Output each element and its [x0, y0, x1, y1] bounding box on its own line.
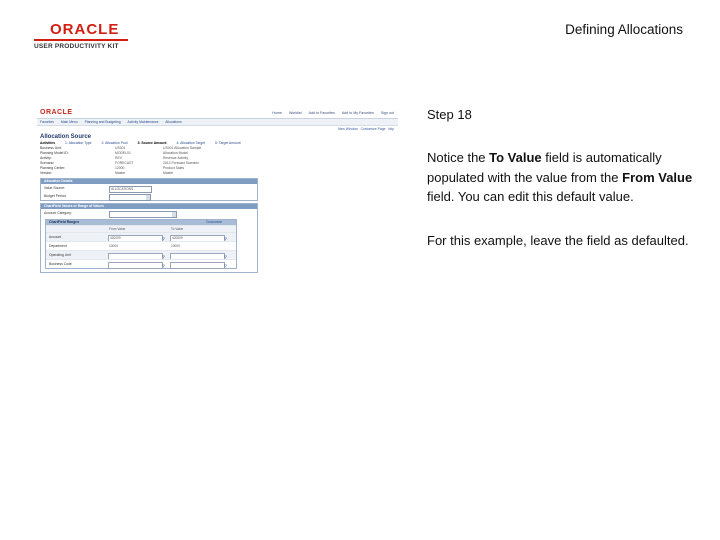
step-allocation-target[interactable]: 4: Allocation Target	[176, 141, 206, 145]
account-category-label: Account Category:	[44, 211, 72, 215]
chartfield-grid	[45, 219, 237, 269]
header-link-add-favorites[interactable]: Add to Favorites	[308, 111, 335, 115]
to-value-input[interactable]	[170, 262, 225, 269]
header-link-worklist[interactable]: Worklist	[288, 111, 302, 115]
breadcrumb	[37, 119, 398, 126]
account-category-row	[41, 209, 257, 217]
step-allocation-type[interactable]: 1: Allocation Type	[65, 141, 92, 145]
new-window-link[interactable]: New Window	[338, 127, 358, 131]
field-name-to-value: To Value	[489, 150, 542, 165]
budget-period-row	[41, 192, 257, 200]
instruction-part: Notice the	[427, 150, 490, 165]
grid-title: ChartField Ranges	[49, 220, 79, 224]
budget-period-label: Budget Period:	[44, 194, 67, 198]
http-link[interactable]: http	[388, 127, 394, 131]
ledger-row	[41, 184, 257, 192]
chevron-down-icon	[172, 212, 176, 217]
oracle-upk-logo	[34, 22, 130, 50]
lookup-icon[interactable]: ⚲	[162, 262, 165, 268]
account-category-select[interactable]	[109, 211, 177, 218]
from-value-text: 10000	[109, 244, 118, 248]
app-header	[37, 107, 398, 119]
step-label: Step 18	[427, 107, 472, 122]
ledger-input[interactable]: ALLOCATIONS	[109, 186, 152, 193]
lookup-icon[interactable]: ⚲	[162, 253, 165, 259]
lookup-icon[interactable]: ⚲	[162, 235, 165, 241]
field-value: 12000	[115, 166, 125, 170]
instruction-part: field. You can edit this default value.	[427, 189, 634, 204]
field-value: US001	[115, 146, 126, 150]
field-value: MODEL01	[115, 151, 131, 155]
application-screenshot	[37, 107, 398, 307]
lookup-icon[interactable]: ⚲	[224, 262, 227, 268]
field-description: Product Sales	[163, 166, 185, 170]
to-value-text: 10000	[171, 244, 180, 248]
chartfield-panel	[40, 203, 258, 273]
field-name-from-value: From Value	[622, 169, 693, 185]
ledger-label: Value Source:	[44, 186, 66, 190]
field-value: REV	[115, 156, 122, 160]
col-from-value: From Value	[109, 227, 126, 231]
from-value-input[interactable]	[108, 262, 163, 269]
field-description: Allocation Model	[163, 151, 188, 155]
row-label: Department	[49, 244, 67, 248]
table-row	[46, 241, 236, 250]
instruction-note: For this example, leave the field as defaulted.	[427, 233, 689, 248]
row-label: Operating Unit	[49, 253, 71, 257]
step-target-amount[interactable]: 5: Target Amount	[215, 141, 241, 145]
customize-page-link[interactable]: Customize Page	[360, 127, 386, 131]
allocation-panel-header: Allocation Details	[41, 179, 257, 184]
step-allocation-pool[interactable]: 2: Allocation Pool	[101, 141, 128, 145]
table-row	[46, 259, 236, 268]
field-label: Scenario:	[40, 161, 55, 165]
to-value-input[interactable]: 420009	[170, 235, 225, 242]
allocation-panel	[40, 178, 258, 201]
page-toolbar	[37, 126, 398, 133]
instruction-text	[427, 148, 697, 207]
nav-favorites[interactable]: Favorites	[40, 120, 54, 124]
grid-customize-link[interactable]: Customize	[205, 220, 222, 224]
table-row	[46, 232, 236, 241]
field-label: Planning Model ID:	[40, 151, 69, 155]
field-value: Master	[115, 171, 126, 175]
col-to-value: To Value	[171, 227, 184, 231]
field-label: Business Unit:	[40, 146, 62, 150]
field-label: Activity:	[40, 156, 52, 160]
field-description: 2012 Forecast Scenario	[163, 161, 199, 165]
header-links	[266, 111, 394, 115]
lookup-icon[interactable]: ⚲	[224, 235, 227, 241]
row-label: Account	[49, 235, 62, 239]
table-row	[46, 250, 236, 259]
app-brand: ORACLE	[40, 109, 73, 116]
step-activities[interactable]: Activities	[40, 141, 56, 145]
grid-column-headers	[46, 225, 236, 232]
logo-product: USER PRODUCTIVITY KIT	[34, 43, 119, 50]
row-label: Business Code	[49, 262, 72, 266]
instruction-part: field is automatically populated with the value from the	[427, 150, 662, 185]
field-description: US001 Allocation Sample	[163, 146, 202, 150]
header-link-my-favorites[interactable]: Add to My Favorites	[341, 111, 374, 115]
budget-period-select[interactable]	[109, 194, 151, 201]
logo-brand: ORACLE	[50, 21, 120, 38]
from-value-input[interactable]: 420009	[108, 235, 163, 242]
lookup-icon[interactable]: ⚲	[224, 253, 227, 259]
field-value: FORECAST	[115, 161, 134, 165]
field-description: Revenue Activity	[163, 156, 189, 160]
field-row	[37, 171, 398, 176]
nav-planning[interactable]: Planning and Budgeting	[84, 120, 121, 124]
field-label: Version:	[40, 171, 53, 175]
nav-activity[interactable]: Activity Maintenance	[127, 120, 159, 124]
logo-divider	[34, 39, 128, 41]
chevron-down-icon	[146, 195, 150, 200]
field-label: Planning Center:	[40, 166, 66, 170]
chartfield-panel-header: ChartField Values or Range of Values	[41, 204, 257, 209]
field-description: Master	[163, 171, 174, 175]
header-link-home[interactable]: Home	[272, 111, 282, 115]
page-title: Defining Allocations	[565, 22, 683, 37]
nav-allocations[interactable]: Allocations	[165, 120, 182, 124]
nav-main-menu[interactable]: Main Menu	[60, 120, 78, 124]
header-link-sign-out[interactable]: Sign out	[380, 111, 394, 115]
app-page-title: Allocation Source	[40, 134, 92, 140]
step-source-amount[interactable]: 3: Source Amount	[137, 141, 167, 145]
